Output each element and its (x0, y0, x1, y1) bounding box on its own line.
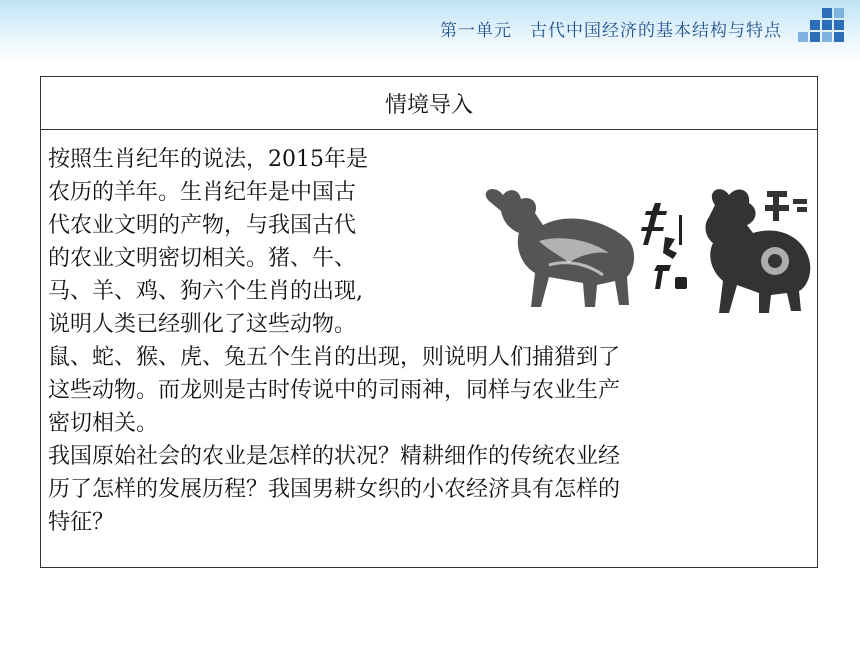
text-line: 历了怎样的发展历程？我国男耕女织的小农经济具有怎样的 (48, 477, 621, 502)
goat-images (479, 181, 819, 315)
header-title: 第一单元 古代中国经济的基本结构与特点 (440, 21, 782, 41)
frame-heading: 情境导入 (41, 77, 817, 130)
text-line: 马、羊、鸡、狗六个生肖的出现, (48, 279, 363, 304)
text-line: 我国原始社会的农业是怎样的状况？精耕细作的传统农业经 (48, 444, 621, 469)
text-line: 这些动物。而龙则是古时传说中的司雨神，同样与农业生产 (48, 378, 621, 403)
text-line: 密切相关。 (48, 411, 159, 436)
text-line: 按照生肖纪年的说法，2015年是 (48, 147, 368, 172)
goat-papercut-image (706, 189, 811, 313)
goat-papercut-image (486, 189, 634, 307)
header-bar (0, 0, 860, 62)
text-line: 农历的羊年。生肖纪年是中国古 (48, 180, 357, 205)
intro-frame (40, 76, 818, 568)
text-line: 特征？ (48, 510, 115, 535)
text-line: 的农业文明密切相关。猪、牛、 (48, 246, 357, 271)
text-line: 代农业文明的产物，与我国古代 (48, 213, 357, 238)
text-line: 说明人类已经驯化了这些动物。 (48, 312, 357, 337)
calligraphy-image (641, 203, 687, 289)
text-line: 鼠、蛇、猴、虎、兔五个生肖的出现，则说明人们捕猎到了 (48, 345, 621, 370)
blue-squares-logo-icon (798, 8, 846, 48)
